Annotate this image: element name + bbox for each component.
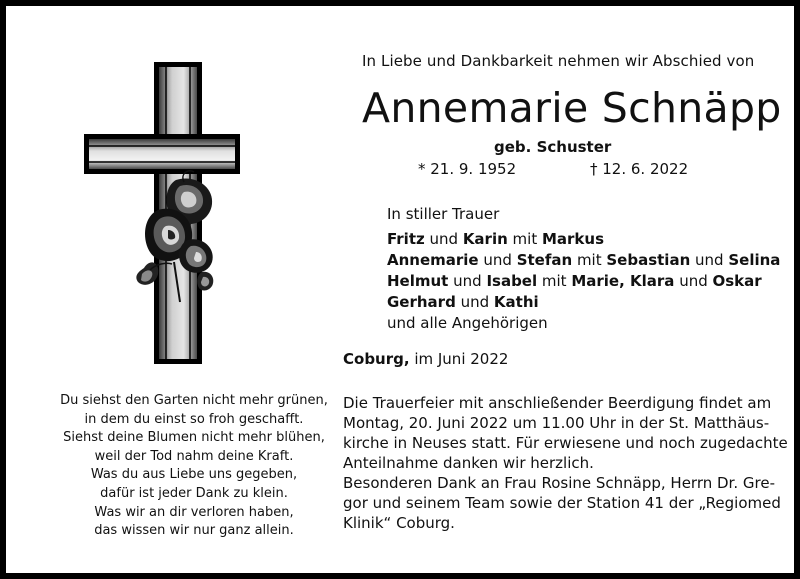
notice-line: Montag, 20. Juni 2022 um 11.00 Uhr in der St. Matthäus- xyxy=(343,414,770,432)
mourner-name: Sebastian xyxy=(606,251,691,269)
intro-text: In Liebe und Dankbarkeit nehmen wir Abschied von xyxy=(362,52,755,70)
mourner-name: Marie, Klara xyxy=(571,272,675,290)
mourner-name: Annemarie xyxy=(387,251,479,269)
mourner-line xyxy=(387,229,780,250)
notice-line: gor und seinem Team sowie der Station 41 der „Regiomed xyxy=(343,494,781,512)
poem-line: das wissen wir nur ganz allein. xyxy=(94,523,294,539)
mourner-connector: und alle Angehörigen xyxy=(387,314,548,332)
mourner-name: Karin xyxy=(462,230,508,248)
notice-line: kirche in Neuses statt. Für erwiesene und noch zugedachte xyxy=(343,434,788,452)
mourner-name: Helmut xyxy=(387,272,449,290)
mourner-connector: mit xyxy=(507,230,542,248)
place-date xyxy=(343,350,508,368)
mourner-name: Gerhard xyxy=(387,293,456,311)
mourner-line xyxy=(387,313,780,334)
mourners-list xyxy=(387,229,780,334)
place: Coburg, xyxy=(343,350,410,368)
mourner-connector: und xyxy=(448,272,487,290)
poem-line: weil der Tod nahm deine Kraft. xyxy=(94,448,294,464)
mourner-name: Kathi xyxy=(493,293,539,311)
mourner-line xyxy=(387,250,780,271)
notice-line: Die Trauerfeier mit anschließender Beerdigung findet am xyxy=(343,394,772,412)
notice-line: Klinik“ Coburg. xyxy=(343,514,455,532)
poem-line: Was du aus Liebe uns gegeben, xyxy=(90,467,298,483)
notice-line: Anteilnahme danken wir herzlich. xyxy=(343,454,594,472)
death-date: † 12. 6. 2022 xyxy=(590,160,689,178)
mourner-connector: und xyxy=(424,230,463,248)
birth-date: * 21. 9. 1952 xyxy=(418,160,517,178)
mourner-name: Oskar xyxy=(712,272,762,290)
date: im Juni 2022 xyxy=(409,350,509,368)
mourner-connector: mit xyxy=(537,272,572,290)
mourner-name: Stefan xyxy=(516,251,573,269)
mourner-name: Selina xyxy=(728,251,781,269)
deceased-name: Annemarie Schnäpp xyxy=(362,84,782,132)
notice-line: Besonderen Dank an Frau Rosine Schnäpp, Herrn Dr. Gre- xyxy=(343,474,775,492)
poem-line: dafür ist jeder Dank zu klein. xyxy=(100,485,288,501)
poem xyxy=(46,392,342,541)
maiden-name: geb. Schuster xyxy=(494,138,612,156)
mourning-intro: In stiller Trauer xyxy=(387,205,500,223)
poem-line: Du siehst den Garten nicht mehr grünen, xyxy=(60,393,328,408)
poem-line: Siehst deine Blumen nicht mehr blühen, xyxy=(63,430,325,446)
mourner-name: Isabel xyxy=(486,272,538,290)
mourner-connector: und xyxy=(674,272,713,290)
mourner-name: Markus xyxy=(541,230,605,248)
mourner-connector: und xyxy=(478,251,517,269)
poem-line: Was wir an dir verloren haben, xyxy=(94,504,294,520)
cross-icon xyxy=(84,62,240,364)
mourner-connector: und xyxy=(690,251,729,269)
mourner-connector: und xyxy=(455,293,494,311)
mourner-name: Fritz xyxy=(387,230,425,248)
poem-line: in dem du einst so froh geschafft. xyxy=(84,411,304,427)
funeral-notice xyxy=(343,393,788,533)
mourner-connector: mit xyxy=(572,251,607,269)
mourner-line xyxy=(387,292,780,313)
mourner-line xyxy=(387,271,780,292)
